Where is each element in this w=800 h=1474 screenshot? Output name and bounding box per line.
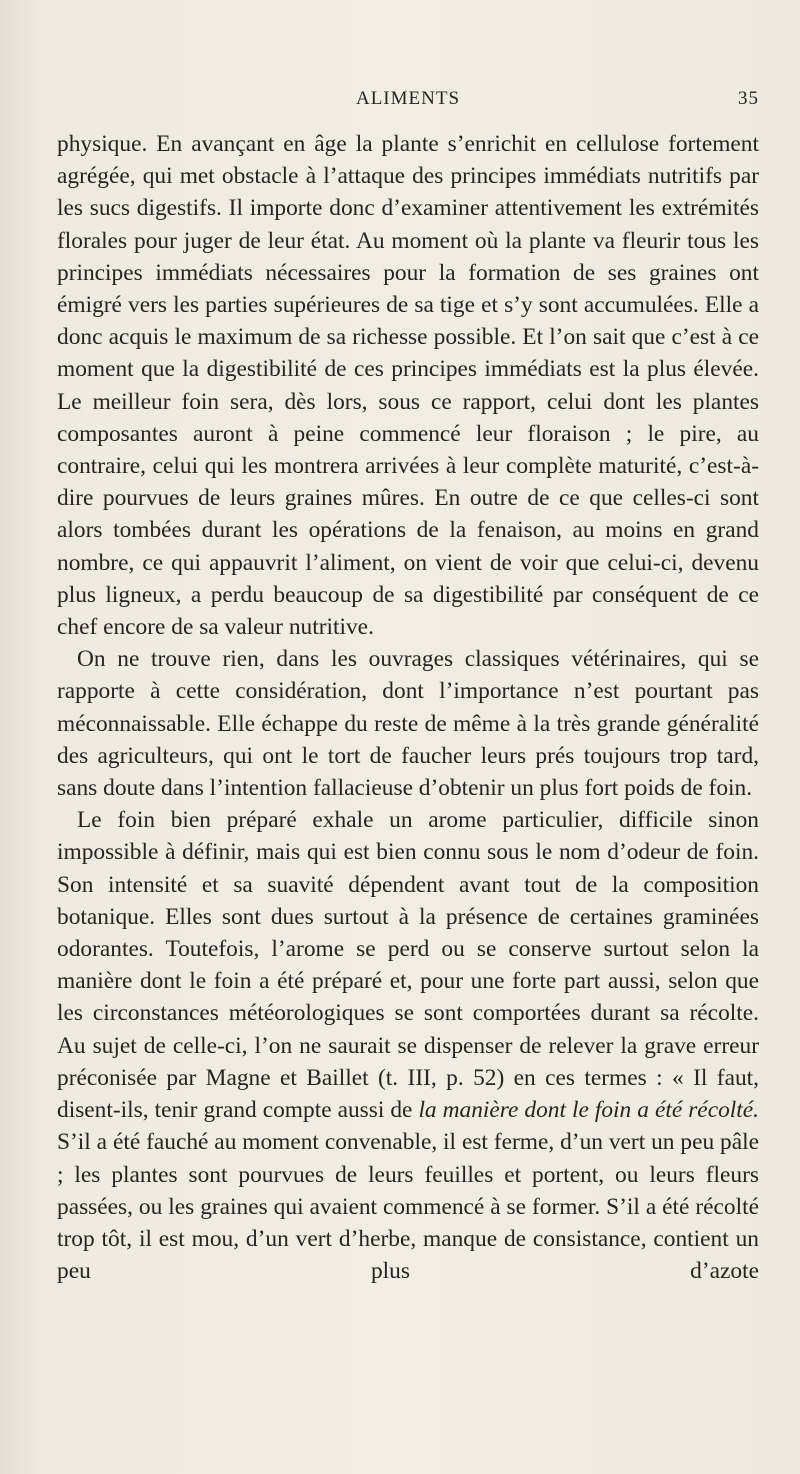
paragraph-3-italic-quote: la manière dont le foin a été récolté. <box>418 1097 759 1124</box>
running-head: ALIMENTS <box>355 88 461 109</box>
paragraph-3-text-before-italic: Le foin bien préparé exhale un arome particulier, difficile sinon impossible à définir, mais qui est bien connu sous le nom d’odeur de foin. Son intensité et sa suavité dépendent avant tout de la composition botanique. Elles sont dues surtout à la présence de certaines graminées odorantes. Toutefois, l’arome se perd ou se conserve surtout selon la manière dont le foin a été préparé et, pour une forte part aussi, selon que les circonstances météorologiques se sont comportées durant sa récolte. Au sujet de celle-ci, l’on ne saurait se dispenser de relever la grave erreur préconisée par Magne et Baillet (t. III, p. 52) en ces termes : « Il faut, disent-ils, tenir grand compte aussi de <box>57 807 759 1124</box>
page-header <box>57 88 759 114</box>
paragraph-3 <box>57 804 759 1287</box>
page-number: 35 <box>738 88 759 109</box>
paragraph-3-text-after-italic: S’il a été fauché au moment convenable, il est ferme, d’un vert un peu pâle ; les plantes sont pourvues de leurs feuilles et portent, ou leurs fleurs passées, ou les graines qui avaient commencé à se former. S’il a été récolté trop tôt, il est mou, d’un vert d’herbe, manque de consistance, contient un peu plus d’azote <box>57 1129 759 1285</box>
paragraph-1: physique. En avançant en âge la plante s’enrichit en cellulose fortement agrégée, qui met obstacle à l’attaque des principes immédiats nutritifs par les sucs digestifs. Il importe donc d’examiner attentivement les extrémités florales pour juger de leur état. Au moment où la plante va fleurir tous les principes immédiats nécessaires pour la formation de ses graines ont émigré vers les parties supérieures de sa tige et s’y sont accumulées. Elle a donc acquis le maximum de sa richesse possible. Et l’on sait que c’est à ce moment que la digestibilité de ces principes immédiats est la plus élevée. Le meilleur foin sera, dès lors, sous ce rapport, celui dont les plantes composantes auront à peine commencé leur floraison ; le pire, au contraire, celui qui les montrera arrivées à leur complète maturité, c’est-à-dire pourvues de leurs graines mûres. En outre de ce que celles-ci sont alors tombées durant les opérations de la fenaison, au moins en grand nombre, ce qui appauvrit l’aliment, on vient de voir que celui-ci, devenu plus ligneux, a perdu beaucoup de sa digestibilité par conséquent de ce chef encore de sa valeur nutritive. <box>57 131 759 641</box>
paragraph-2: On ne trouve rien, dans les ouvrages classiques vétérinaires, qui se rapporte à cette considération, dont l’importance n’est pourtant pas méconnaissable. Elle échappe du reste de même à la très grande généralité des agriculteurs, qui ont le tort de faucher leurs prés toujours trop tard, sans doute dans l’intention fallacieuse d’obtenir un plus fort poids de foin. <box>57 646 759 802</box>
body-text <box>57 128 759 1287</box>
